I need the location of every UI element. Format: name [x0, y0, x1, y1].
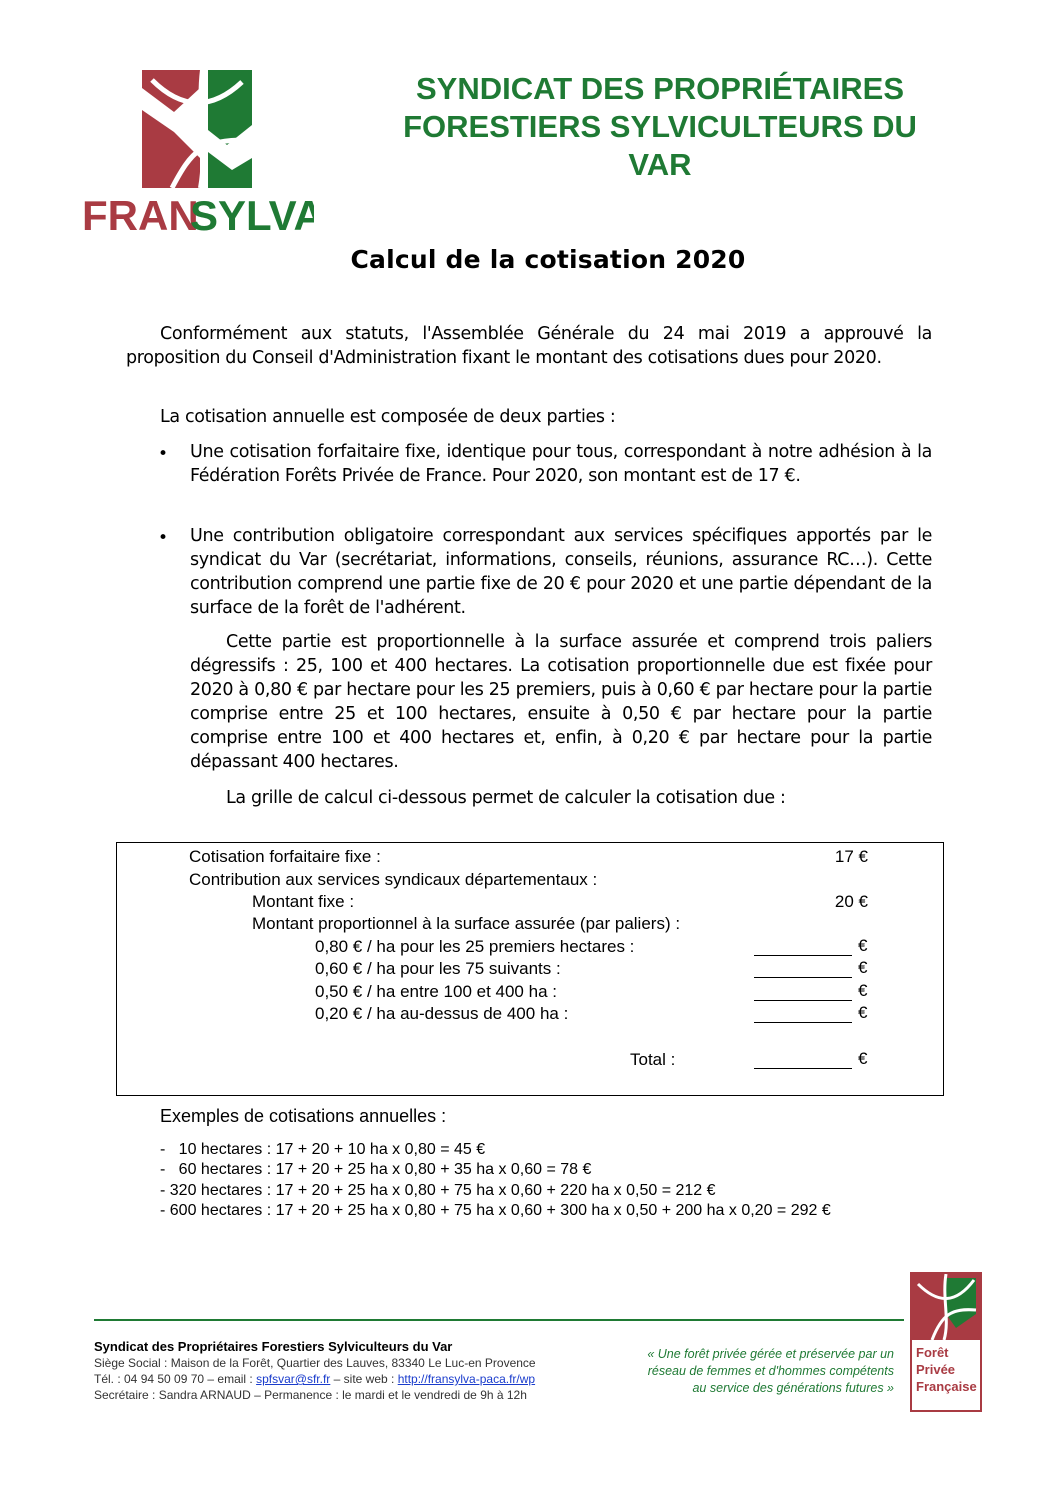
bullet-icon: • [158, 444, 169, 464]
footer-tel: Tél. : 04 94 50 09 70 – email : [94, 1372, 257, 1386]
foret-tree-icon [912, 1274, 980, 1340]
grid-intro-paragraph: La grille de calcul ci-dessous permet de calculer la cotisation due : [226, 788, 786, 808]
fransylva-logo [82, 70, 314, 235]
example-item: - 10 hectares : 17 + 20 + 10 ha x 0,80 = 45 € [160, 1141, 486, 1158]
composition-paragraph: La cotisation annuelle est composée de deux parties : [160, 407, 616, 427]
badge-line3: Française [916, 1379, 977, 1394]
example-item: - 60 hectares : 17 + 20 + 25 ha x 0,80 + 35 ha x 0,60 = 78 € [160, 1161, 592, 1178]
logo-text-sylva: SYLVA [190, 192, 314, 235]
footer-quote-line3: au service des générations futures » [692, 1381, 894, 1395]
footer-organization: Syndicat des Propriétaires Forestiers Sylviculteurs du Var [94, 1339, 453, 1354]
grid-tier-input-line [754, 1022, 852, 1023]
grid-tier-input-line [754, 977, 852, 978]
bullet-icon: • [158, 528, 169, 548]
logo-text-fran: FRAN [82, 192, 199, 235]
badge-line1: Forêt [916, 1345, 949, 1360]
bullet-item-forfaitaire: Une cotisation forfaitaire fixe, identique pour tous, correspondant à notre adhésion à la Fédération Forêts Privée de France. Pour 2020, son montant est de 17 €. [190, 442, 932, 486]
grid-proportional-label: Montant proportionnel à la surface assurée (par paliers) : [252, 914, 681, 933]
example-item: - 600 hectares : 17 + 20 + 25 ha x 0,80 + 75 ha x 0,60 + 300 ha x 0,50 + 200 ha x 0,20 = 292 € [160, 1202, 831, 1219]
grid-contribution-label: Contribution aux services syndicaux départementaux : [189, 870, 598, 889]
footer-website-link[interactable]: http://fransylva-paca.fr/wp [397, 1372, 536, 1386]
grid-tier-currency: € [858, 936, 868, 955]
organization-title-line1: SYNDICAT DES PROPRIÉTAIRES [415, 71, 905, 106]
footer-web-prefix: – site web : [330, 1372, 398, 1386]
grid-total-input-line [754, 1068, 852, 1069]
document-title: Calcul de la cotisation 2020 [350, 245, 746, 274]
grid-fixed-label: Cotisation forfaitaire fixe : [189, 847, 381, 866]
grid-tier-label: 0,60 € / ha pour les 75 suivants : [315, 959, 561, 978]
grid-tier-currency: € [858, 981, 868, 1000]
grid-tier-input-line [754, 1000, 852, 1001]
grid-montant-fixe-label: Montant fixe : [252, 892, 355, 911]
footer-secretary: Secrétaire : Sandra ARNAUD – Permanence : le mardi et le vendredi de 9h à 12h [94, 1388, 527, 1402]
examples-title: Exemples de cotisations annuelles : [160, 1106, 447, 1126]
grid-tier-label: 0,50 € / ha entre 100 et 400 ha : [315, 982, 557, 1001]
footer-quote [598, 1346, 894, 1397]
badge-text [916, 1344, 982, 1395]
footer-quote-line1: « Une forêt privée gérée et préservée par un [647, 1347, 894, 1361]
grid-fixed-value: 17 € [834, 847, 868, 866]
organization-title-line2: FORESTIERS SYLVICULTEURS DU VAR [403, 109, 917, 182]
bullet-item-contribution: Une contribution obligatoire correspondant aux services spécifiques apportés par le syndicat du Var (secrétariat, informations, conseils, réunions, assurance RC…). Cette contribution comprend une partie fixe de 20 € pour 2020 et une partie dépendant de la surface de la forêt de l'adhérent. [190, 526, 932, 618]
example-item: - 320 hectares : 17 + 20 + 25 ha x 0,80 + 75 ha x 0,60 + 220 ha x 0,50 = 212 € [160, 1182, 716, 1199]
footer-quote-line2: réseau de femmes et d'hommes compétents [647, 1364, 894, 1378]
footer-contact [94, 1372, 535, 1386]
intro-paragraph: Conformément aux statuts, l'Assemblée Générale du 24 mai 2019 a approuvé la proposition du Conseil d'Administration fixant le montant des cotisations dues pour 2020. [126, 324, 932, 368]
grid-tier-input-line [754, 955, 852, 956]
grid-total-label: Total : [630, 1050, 676, 1069]
badge-line2: Privée [916, 1362, 956, 1377]
proportional-paragraph: Cette partie est proportionnelle à la surface assurée et comprend trois paliers dégressifs : 25, 100 et 400 hectares. La cotisation proportionnelle due est fixée pour 2020 à 0,80 € par hectare pour les 25 premiers, puis à 0,60 € par hectare pour la partie comprise entre 25 et 100 hectares, ensuite à 0,50 € par hectare pour la partie comprise entre 100 et 400 hectares et, enfin, à 0,20 € par hectare pour la partie dépassant 400 hectares. [190, 632, 932, 772]
grid-tier-currency: € [858, 958, 868, 977]
grid-tier-currency: € [858, 1003, 868, 1022]
foret-privee-francaise-badge [910, 1272, 982, 1412]
fransylva-tree-icon [82, 70, 314, 235]
grid-tier-label: 0,80 € / ha pour les 25 premiers hectares : [315, 937, 635, 956]
organization-title [370, 70, 950, 184]
footer-address: Siège Social : Maison de la Forêt, Quartier des Lauves, 83340 Le Luc-en Provence [94, 1356, 536, 1370]
grid-total-currency: € [858, 1049, 868, 1068]
grid-tier-label: 0,20 € / ha au-dessus de 400 ha : [315, 1004, 569, 1023]
footer-divider [94, 1319, 904, 1321]
grid-montant-fixe-value: 20 € [834, 892, 868, 911]
footer-email-link[interactable]: spfsvar@sfr.fr [256, 1372, 331, 1386]
